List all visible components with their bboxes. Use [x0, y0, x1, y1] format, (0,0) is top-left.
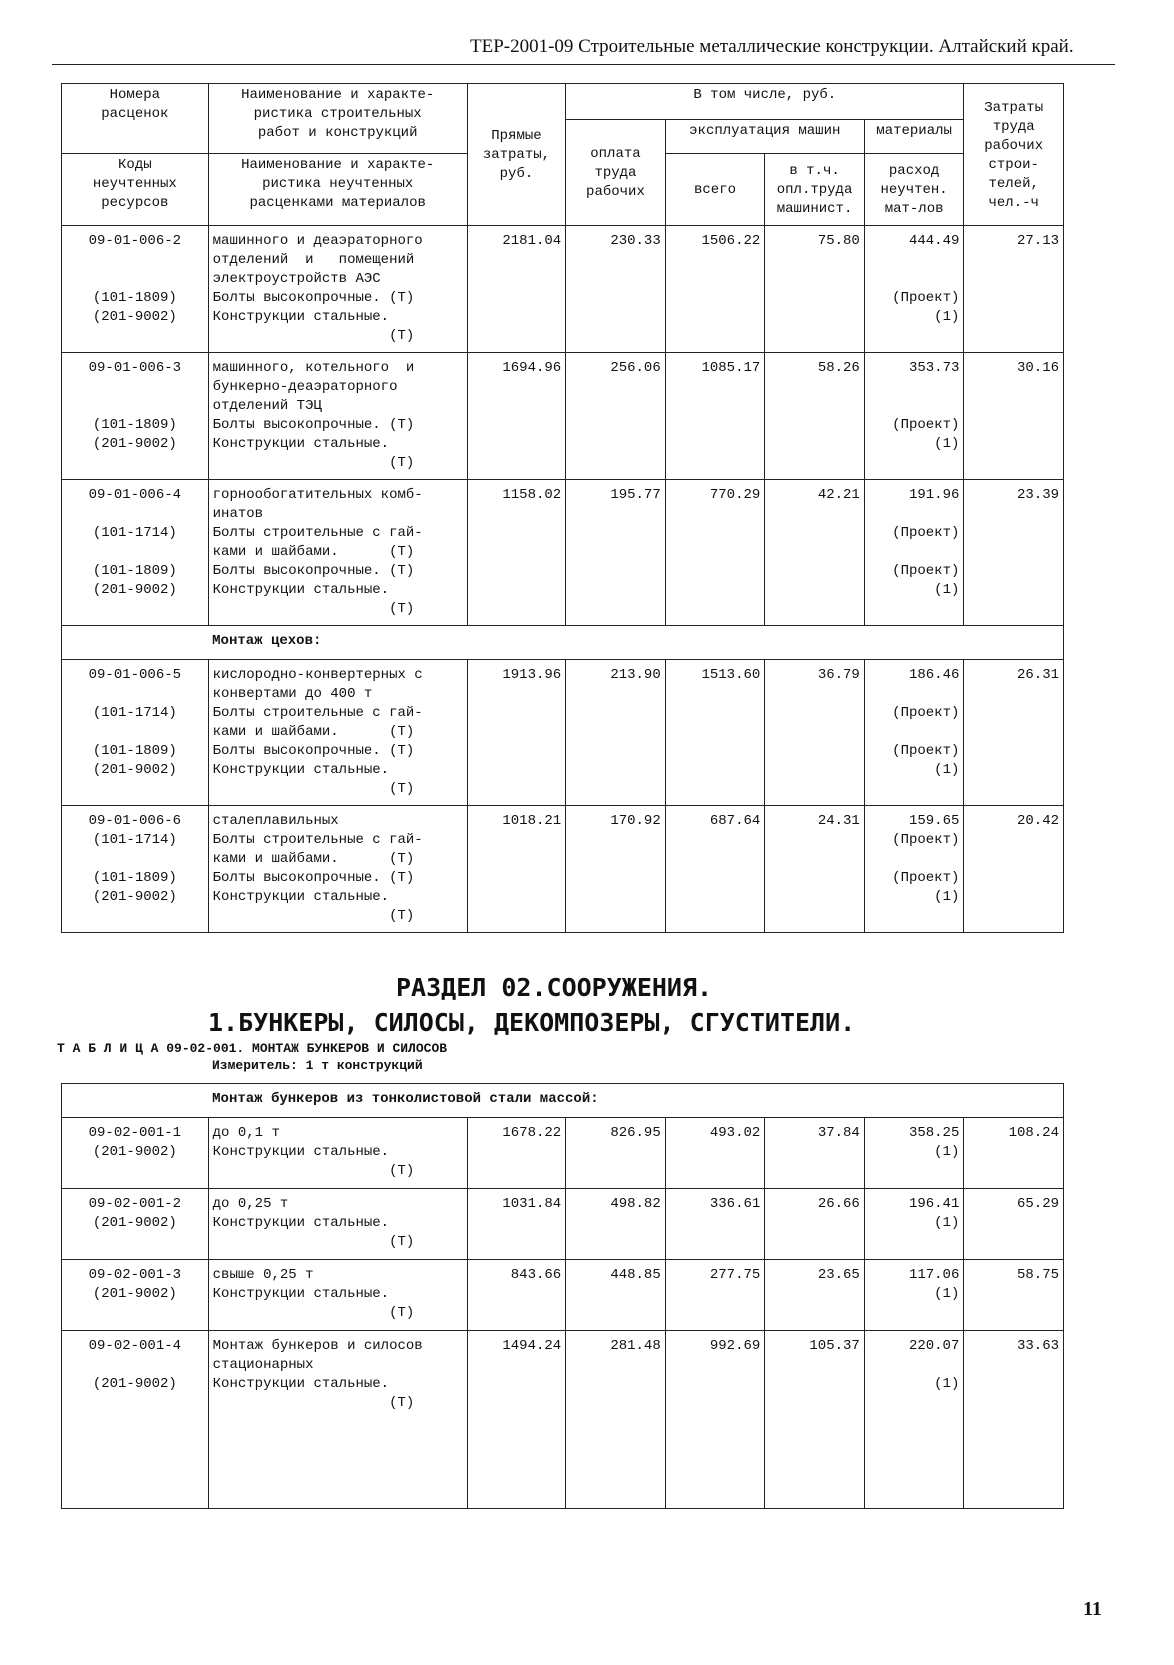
work-name-cell: горнообогатительных комб- инатов Болты строительные с гай- ками и шайбами. (Т) Болты высокопрочные. (Т) Конструкции стальные. (Т): [208, 480, 467, 626]
col-machines-total-header: всего: [665, 154, 765, 226]
wages-cell: 498.82: [566, 1189, 666, 1260]
col-name-header: Наименование и характе- ристика строительных работ и конструкций: [208, 84, 467, 154]
work-name-cell: свыше 0,25 т Конструкции стальные. (Т): [208, 1260, 467, 1331]
col-materials-unaccounted-header: расход неучтен. мат-лов: [864, 154, 964, 226]
machines-wages-cell: 26.66: [765, 1189, 865, 1260]
col-direct-header: Прямые затраты, руб.: [467, 84, 565, 226]
wages-cell: 230.33: [566, 226, 666, 353]
machines-total-cell: 493.02: [665, 1118, 765, 1189]
table-row: [62, 806, 1064, 933]
direct-cost-cell: 1018.21: [467, 806, 565, 933]
machines-wages-cell: 37.84: [765, 1118, 865, 1189]
col-code-header: Номера расценок: [62, 84, 209, 154]
section-row-spacer: [62, 1084, 209, 1118]
direct-cost-cell: 1494.24: [467, 1331, 565, 1509]
direct-cost-cell: 1694.96: [467, 353, 565, 480]
materials-cell: 117.06 (1): [864, 1260, 964, 1331]
machines-total-cell: 1513.60: [665, 660, 765, 806]
materials-cell: 196.41 (1): [864, 1189, 964, 1260]
page-number: 11: [1083, 1598, 1102, 1620]
rate-code-cell: 09-02-001-1 (201-9002): [62, 1118, 209, 1189]
wages-cell: 213.90: [566, 660, 666, 806]
machines-wages-cell: 58.26: [765, 353, 865, 480]
machines-wages-cell: 24.31: [765, 806, 865, 933]
labor-cell: 20.42: [964, 806, 1064, 933]
machines-wages-cell: 75.80: [765, 226, 865, 353]
work-name-cell: машинного и деаэраторного отделений и помещений электроустройств АЭС Болты высокопрочные. (Т) Конструкции стальные. (Т): [208, 226, 467, 353]
wages-cell: 195.77: [566, 480, 666, 626]
machines-total-cell: 992.69: [665, 1331, 765, 1509]
rate-code-cell: 09-01-006-5 (101-1714) (101-1809) (201-9002): [62, 660, 209, 806]
work-name-cell: до 0,25 т Конструкции стальные. (Т): [208, 1189, 467, 1260]
labor-cell: 108.24: [964, 1118, 1064, 1189]
work-name-cell: до 0,1 т Конструкции стальные. (Т): [208, 1118, 467, 1189]
direct-cost-cell: 843.66: [467, 1260, 565, 1331]
col-labor-header: Затраты труда рабочих строи- телей, чел.-ч: [964, 84, 1064, 226]
direct-cost-cell: 1158.02: [467, 480, 565, 626]
direct-cost-cell: 1913.96: [467, 660, 565, 806]
rate-code-cell: 09-01-006-4 (101-1714) (101-1809) (201-9002): [62, 480, 209, 626]
wages-cell: 281.48: [566, 1331, 666, 1509]
section-row: [62, 626, 1064, 660]
machines-wages-cell: 105.37: [765, 1331, 865, 1509]
labor-cell: 26.31: [964, 660, 1064, 806]
rates-table-2: [61, 1083, 1064, 1509]
work-name-cell: Монтаж бункеров и силосов стационарных Конструкции стальные. (Т): [208, 1331, 467, 1509]
col-materials-header: материалы: [864, 120, 964, 154]
machines-wages-cell: 42.21: [765, 480, 865, 626]
machines-total-cell: 687.64: [665, 806, 765, 933]
labor-cell: 23.39: [964, 480, 1064, 626]
machines-total-cell: 770.29: [665, 480, 765, 626]
col-including-header: В том числе, руб.: [566, 84, 964, 120]
table-row: [62, 1189, 1064, 1260]
machines-wages-cell: 23.65: [765, 1260, 865, 1331]
section-heading: Монтаж бункеров из тонколистовой стали массой:: [208, 1084, 1063, 1118]
machines-total-cell: 1085.17: [665, 353, 765, 480]
machines-total-cell: 1506.22: [665, 226, 765, 353]
rate-code-cell: 09-01-006-6 (101-1714) (101-1809) (201-9002): [62, 806, 209, 933]
rates-table-1: [61, 83, 1064, 933]
col-wages-header: оплата труда рабочих: [566, 120, 666, 226]
section-title: РАЗДЕЛ 02.СООРУЖЕНИЯ.: [396, 973, 713, 1002]
wages-cell: 170.92: [566, 806, 666, 933]
table-caption: Т А Б Л И Ц А 09-02-001. МОНТАЖ БУНКЕРОВ И СИЛОСОВ: [57, 1041, 448, 1056]
labor-cell: 65.29: [964, 1189, 1064, 1260]
labor-cell: 58.75: [964, 1260, 1064, 1331]
work-name-cell: кислородно-конвертерных с конвертами до 400 т Болты строительные с гай- ками и шайбами. (Т) Болты высокопрочные. (Т) Конструкции стальные. (Т): [208, 660, 467, 806]
materials-cell: 186.46 (Проект) (Проект) (1): [864, 660, 964, 806]
work-name-cell: сталеплавильных Болты строительные с гай- ками и шайбами. (Т) Болты высокопрочные. (Т) Конструкции стальные. (Т): [208, 806, 467, 933]
direct-cost-cell: 1678.22: [467, 1118, 565, 1189]
materials-cell: 353.73 (Проект) (1): [864, 353, 964, 480]
col-machines-wages-header: в т.ч. опл.труда машинист.: [765, 154, 865, 226]
wages-cell: 256.06: [566, 353, 666, 480]
materials-cell: 159.65 (Проект) (Проект) (1): [864, 806, 964, 933]
direct-cost-cell: 2181.04: [467, 226, 565, 353]
labor-cell: 30.16: [964, 353, 1064, 480]
rate-code-cell: 09-01-006-3 (101-1809) (201-9002): [62, 353, 209, 480]
table-row: [62, 1260, 1064, 1331]
table-row: [62, 353, 1064, 480]
running-header: ТЕР-2001-09 Строительные металлические конструкции. Алтайский край.: [470, 36, 1074, 57]
table-meter: Измеритель: 1 т конструкций: [212, 1058, 423, 1073]
wages-cell: 448.85: [566, 1260, 666, 1331]
materials-cell: 444.49 (Проект) (1): [864, 226, 964, 353]
materials-cell: 220.07 (1): [864, 1331, 964, 1509]
rate-code-cell: 09-02-001-4 (201-9002): [62, 1331, 209, 1509]
wages-cell: 826.95: [566, 1118, 666, 1189]
table-row: [62, 480, 1064, 626]
machines-wages-cell: 36.79: [765, 660, 865, 806]
rate-code-cell: 09-02-001-3 (201-9002): [62, 1260, 209, 1331]
direct-cost-cell: 1031.84: [467, 1189, 565, 1260]
materials-cell: 191.96 (Проект) (Проект) (1): [864, 480, 964, 626]
section-row: [62, 1084, 1064, 1118]
table-row: [62, 1331, 1064, 1509]
machines-total-cell: 277.75: [665, 1260, 765, 1331]
table-row: [62, 660, 1064, 806]
table-row: [62, 226, 1064, 353]
labor-cell: 27.13: [964, 226, 1064, 353]
col-name-bottom-header: Наименование и характе- ристика неучтенных расценками материалов: [208, 154, 467, 226]
machines-total-cell: 336.61: [665, 1189, 765, 1260]
col-code-bottom-header: Коды неучтенных ресурсов: [62, 154, 209, 226]
header-rule: [52, 64, 1115, 65]
section-heading: Монтаж цехов:: [208, 626, 1063, 660]
rate-code-cell: 09-02-001-2 (201-9002): [62, 1189, 209, 1260]
materials-cell: 358.25 (1): [864, 1118, 964, 1189]
table-row: [62, 1118, 1064, 1189]
labor-cell: 33.63: [964, 1331, 1064, 1509]
work-name-cell: машинного, котельного и бункерно-деаэраторного отделений ТЭЦ Болты высокопрочные. (Т) Конструкции стальные. (Т): [208, 353, 467, 480]
subsection-title: 1.БУНКЕРЫ, СИЛОСЫ, ДЕКОМПОЗЕРЫ, СГУСТИТЕЛИ.: [208, 1008, 856, 1037]
section-row-spacer: [62, 626, 209, 660]
col-machines-header: эксплуатация машин: [665, 120, 864, 154]
rate-code-cell: 09-01-006-2 (101-1809) (201-9002): [62, 226, 209, 353]
